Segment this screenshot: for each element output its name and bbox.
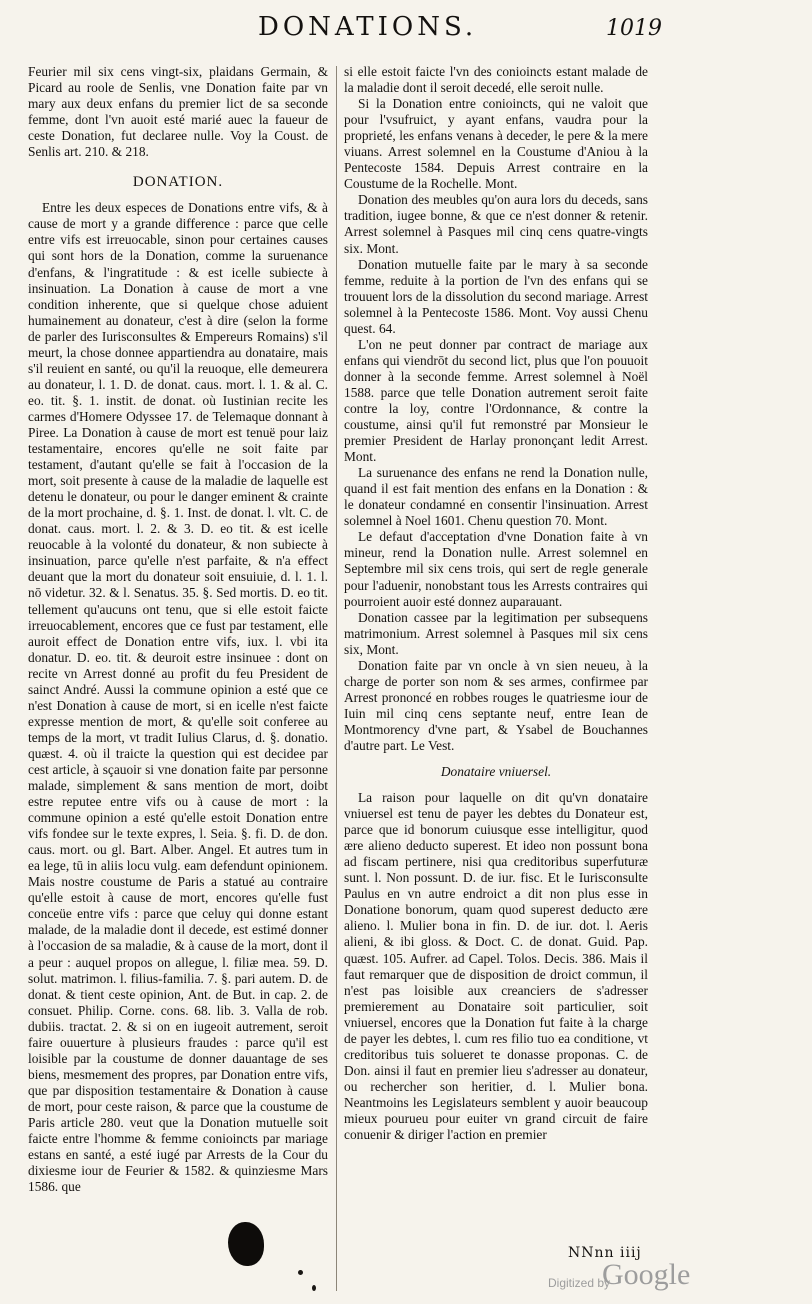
left-intro-paragraph: Feurier mil six cens vingt-six, plaidans Germain, & Picard au roole de Senlis, vne Donation faite par vn mary aux deux enfans du premier lict de sa seconde femme, dont l'vn auoit esté marié auec la faueur de ceste Donation, fut declaree nulle. Voy la Coust. de Senlis art. 210. & 218. [28, 64, 328, 160]
right-column [344, 64, 648, 1143]
right-tail-paragraph: La raison pour laquelle on dit qu'vn donataire vniuersel est tenu de payer les debtes du Donateur est, parce que id bonorum cuiusque esse intelligitur, quod ære alieno deducto superest. Et ideo non possunt bona ad fiscam pertinere, nisi qua creditoribus superfuturæ sunt. l. Non possunt. D. de iur. fisc. Et le Iurisconsulte Paulus en vn autre endroict a dit non plus esse in Donatione bonorum, quam quod superest deducto ære alieno. l. Mulier bona in fin. D. de iur. dot. l. Aeris alieni, & ibi gloss. & Doct. C. de donat. Guid. Pap. quæst. 105. Aufrer. ad Capel. Tolos. Decis. 386. Mais il faut remarquer que de disposition de droict commun, il n'est pas loisible aux creanciers de s'adresser premierement au Donataire soit particulier, soit vniuersel, encores que la Donation fut faite à la charge de payer les debtes, l. cum res filio tuo ea conditione, vt creditoribus tuis solueret te donasse proponas. C. de Don. ainsi il faut en premier lieu s'adresser au donateur, ou rechercher son heritier, d. l. Mulier bona. Neantmoins les Legislateurs semblent y auoir beaucoup mieux pourueu pour euiter vn grand circuit de faire conuenir & diriger l'action en premier [344, 790, 648, 1143]
running-head [0, 6, 812, 66]
right-paragraph: si elle estoit faicte l'vn des conioincts estant malade de la maladie dont il seroit decedé, elle seroit nulle. [344, 64, 648, 96]
left-body-paragraph: Entre les deux especes de Donations entre vifs, & à cause de mort y a grande difference : parce que celle entre vifs est irreuocable, sinon pour certaines causes qui sont hors de la Donation, comme la suruenance d'enfans, & l'ingratitude : & est icelle subiecte à insinuation. La Donation à cause de mort a vne condition inherente, que si quelque chose aduient humainement au donateur, c'est à dire (selon la forme de parler des Iurisconsultes & Empereurs Romains) s'il meurt, la chose donnee appartiendra au donataire, mais s'il reuient en santé, ou qu'il la reuoque, elle demeurera au donateur, l. 1. D. de donat. caus. mort. l. 1. & al. C. eo. tit. §. 1. instit. de donat. où Iustinian recite les carmes d'Homere Odyssee 17. de Telemaque donnant à Piree. La Donation à cause de mort est tenuë pour laiz testamentaire, encores qu'elle ne soit faite par testament, d'autant qu'elle se fait à l'occasion de la mort, soit presente à cause de la maladie de laquelle est detenu le donateur, ou pour le danger eminent & crainte de la mort prochaine, d. §. 1. Inst. de donat. l. vlt. C. de donat. caus. mort. l. 2. & 3. D. eo tit. & est icelle reuocable à la volonté du donateur, & non subiecte à insinuation, parce qu'elle n'est parfaite, & n'a effect deuant que la mort du donateur soit ensuiuie, d. l. 1. l. nō videtur. 32. & l. Senatus. 35. §. Sed mortis. D. eo tit. tellement qu'aucuns ont tenu, que si elle estoit faicte irreuocablement, encores que ce fust par testament, elle auroit effect de Donation entre vifs, iux. l. vbi ita donatur. D. eo. tit. & deuroit estre insinuee : dont on recite vn Arrest donné au profit du feu President de sainct André. Aussi la commune opinion a esté que ce n'est Donation à cause de mort, si en icelle n'est faicte expresse mention de mort, & qu'elle soit conferee au temps de la mort, vt tradit Iulius Clarus, d. §. donatio. quæst. 4. où il traicte la question qui est decidee par cest article, à sçauoir si vne donation faite par personne malade, simplement & sans mention de mort, doibt estre reputee entre vifs ou à cause de mort : la commune opinion a esté qu'elle estoit Donation entre vifs fondee sur le texte expres, l. Seia. §. fi. D. de don. caus. mort. ou gl. Bart. Alber. Angel. Et autres tum in ea lege, tū in aliis locu vulg. eam defendunt opinionem. Mais nostre coustume de Paris a statué au contraire qu'elle estoit à cause de mort, encores qu'elle fust conceüe entre vifs : parce que celuy qui donne estant malade, de la maladie dont il decede, est estimé donner à l'occasion de sa maladie, & à cause de la mort, dont il a peur : auquel propos on allegue, l. filiæ mea. 59. D. solut. matrimon. l. filius-familia. 7. §. pari autem. D. de donat. & tient ceste opinion, Ant. de But. in cap. 2. de consuet. Philip. Corne. cons. 68. lib. 3. Valla de rob. dubiis. tractat. 2. & si on en iugeoit autrement, seroit faire ouuerture à plusieurs fraudes : parce qu'il est loisible par la coustume de donner dauantage de ses biens, mesmement des propres, par Donation entre vifs, que par disposition testamentaire & Donation à cause de mort, pour ceste raison, & parce que la coustume de Paris article 280. veut que la Donation mutuelle soit faicte entre l'homme & femme conioincts par mariage estans en santé, a esté iugé par Arrests de la Cour du dixiesme iour de Feurier & 1582. & quinziesme Mars 1586. que [28, 200, 328, 1195]
right-paragraph: Donation cassee par la legitimation per subsequens matrimonium. Arrest solemnel à Pasques mil six cens six, Mont. [344, 609, 648, 657]
right-paragraph: Donation des meubles qu'on aura lors du deceds, sans tradition, iugee bonne, & que ce n'est donner & retenir. Arrest solemnel à Pasques mil cinq cens quatre-vingts six. Mont. [344, 192, 648, 256]
signature-mark: NNnn iiij [568, 1245, 642, 1261]
ink-spot [298, 1270, 303, 1275]
right-paragraph: Donation mutuelle faite par le mary à sa seconde femme, reduite à la portion de l'vn des enfans qui se trouuent lors de la dissolution du second mariage. Arrest solemnel à la Pentecoste 1586. Mont. Voy aussi Chenu quest. 64. [344, 256, 648, 336]
ink-blot [228, 1222, 264, 1266]
digitized-by-label: Digitized by [548, 1276, 611, 1290]
right-paragraph: La suruenance des enfans ne rend la Donation nulle, quand il est fait mention des enfans en la Donation : & le donateur condamné en consentir l'insinuation. Arrest solemnel à Noel 1601. Chenu question 70. Mont. [344, 465, 648, 529]
digitized-watermark [548, 1258, 748, 1298]
right-paragraph: Donation faite par vn oncle à vn sien neueu, à la charge de porter son nom & ses armes, confirmee par Arrest prononcé en robbes rouges le quatriesme iour de Iuin mil cinq cens septante neuf, entre Iean de Montmorency d'vne part, & Ysabel de Bouchannes d'autre part. Le Vest. [344, 657, 648, 753]
page-number: 1019 [606, 16, 662, 41]
right-paragraph: Si la Donation entre conioincts, qui ne valoit que pour l'vsufruict, y ayant enfans, vaudra pour la proprieté, les enfans venans à deceder, le pere & la mere viuans. Arrest solemnel en la Coustume d'Aniou à la Pentecoste 1584. Depuis Arrest contraire en la Coustume de la Rochelle. Mont. [344, 96, 648, 192]
running-title: DONATIONS. [258, 12, 478, 42]
section-title: DONATION. [132, 174, 224, 191]
ink-spot [312, 1285, 316, 1291]
column-divider [336, 66, 337, 1291]
right-paragraph: Le defaut d'acceptation d'vne Donation faite à vn mineur, rend la Donation nulle. Arrest solemnel en Septembre mil six cens trois, qui sert de regle generale pour l'aduenir, nonobstant tous les Arrests contraires qui pourroient auoir esté donnez auparauant. [344, 529, 648, 609]
subsection-title: Donataire vniuersel. [440, 764, 552, 780]
right-paragraph: L'on ne peut donner par contract de mariage aux enfans qui viendrōt du second lict, plus que l'on pouuoit donner à la seconde femme. Arrest solemnel à Noël 1588. parce que telle Donation autrement seroit faite contre la loy, contre l'Ordonnance, & contre la coustume, ainsi qu'il fut remonstré par Monsieur le premier President de Harlay prononçant ledit Arrest. Mont. [344, 336, 648, 465]
left-column [28, 64, 328, 1195]
google-logo-text: Google [602, 1258, 691, 1291]
